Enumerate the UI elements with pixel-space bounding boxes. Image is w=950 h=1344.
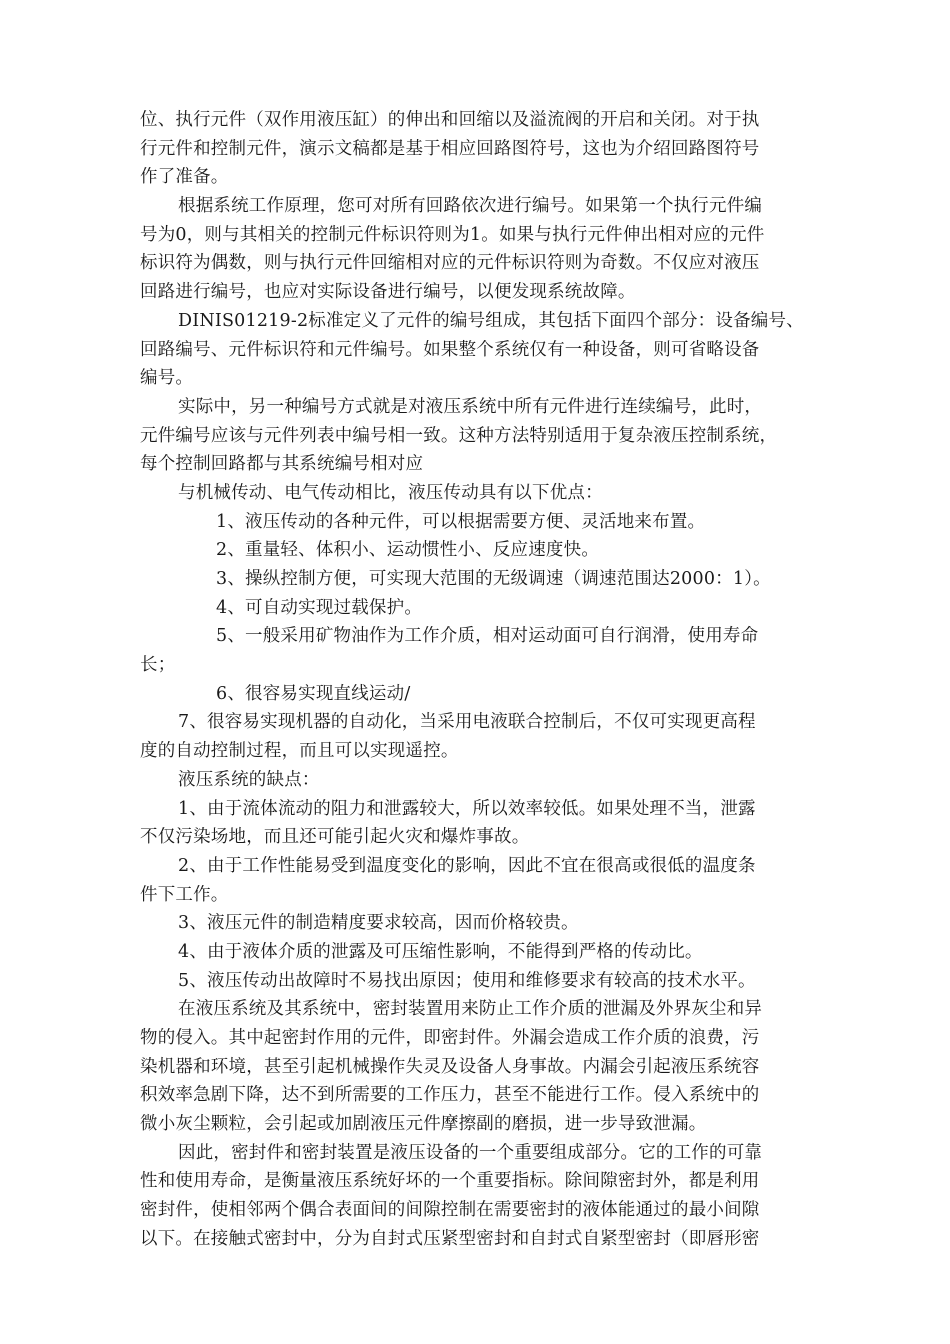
- text-line: 作了准备。: [140, 167, 229, 188]
- text-line: 回路进行编号，也应对实际设备进行编号，以便发现系统故障。: [140, 282, 636, 303]
- list-item: 4、可自动实现过载保护。: [216, 597, 423, 618]
- paragraph-start: 与机械传动、电气传动相比，液压传动具有以下优点：: [178, 482, 603, 503]
- paragraph-start: 在液压系统及其系统中，密封装置用来防止工作介质的泄漏及外界灰尘和异: [178, 999, 763, 1020]
- list-item: 3、操纵控制方便，可实现大范围的无级调速（调速范围达2000：1）。: [216, 569, 771, 589]
- paragraph-start: 实际中，另一种编号方式就是对液压系统中所有元件进行连续编号，此时，: [178, 396, 763, 417]
- text-line: 每个控制回路都与其系统编号相对应: [140, 454, 424, 475]
- text-line: 度的自动控制过程，而且可以实现遥控。: [140, 741, 459, 762]
- text-line: 编号。: [140, 368, 194, 389]
- text-line: 密封件，使相邻两个偶合表面间的间隙控制在需要密封的液体能通过的最小间隙: [140, 1200, 760, 1221]
- list-item: 6、很容易实现直线运动/: [216, 683, 411, 704]
- text-line: 回路编号、元件标识符和元件编号。如果整个系统仅有一种设备，则可省略设备: [140, 339, 760, 360]
- list-item: 5、液压传动出故障时不易找出原因；使用和维修要求有较高的技术水平。: [178, 970, 756, 991]
- list-item: 2、由于工作性能易受到温度变化的影响，因此不宜在很高或很低的温度条: [178, 855, 756, 876]
- text-line: 染机器和环境，甚至引起机械操作失灵及设备人身事故。内漏会引起液压系统容: [140, 1056, 760, 1077]
- text-line: 件下工作。: [140, 884, 229, 905]
- list-item: 1、由于流体流动的阻力和泄露较大，所以效率较低。如果处理不当，泄露: [178, 798, 756, 819]
- list-item: 2、重量轻、体积小、运动惯性小、反应速度快。: [216, 540, 600, 561]
- paragraph-start: 液压系统的缺点：: [178, 769, 320, 790]
- text-line: 积效率急剧下降，达不到所需要的工作压力，甚至不能进行工作。侵入系统中的: [140, 1085, 760, 1106]
- text-line: 元件编号应该与元件列表中编号相一致。这种方法特别适用于复杂液压控制系统，: [140, 425, 778, 446]
- document-body: [140, 106, 820, 1254]
- text-line: 不仅污染场地，而且还可能引起火灾和爆炸事故。: [140, 827, 530, 848]
- text-line: 标识符为偶数，则与执行元件回缩相对应的元件标识符则为奇数。不仅应对液压: [140, 253, 760, 274]
- list-item: 1、液压传动的各种元件，可以根据需要方便、灵活地来布置。: [216, 511, 706, 532]
- list-item: 7、很容易实现机器的自动化，当采用电液联合控制后，不仅可实现更高程: [178, 712, 756, 733]
- text-line: 物的侵入。其中起密封作用的元件，即密封件。外漏会造成工作介质的浪费，污: [140, 1028, 760, 1048]
- text-line: 位、执行元件（双作用液压缸）的伸出和回缩以及溢流阀的开启和关闭。对于执: [140, 110, 760, 130]
- text-line: 号为0，则与其相关的控制元件标识符则为1。如果与执行元件伸出相对应的元件: [140, 224, 765, 245]
- list-item: 4、由于液体介质的泄露及可压缩性影响，不能得到严格的传动比。: [178, 941, 703, 962]
- text-line: 微小灰尘颗粒，会引起或加剧液压元件摩擦副的磨损，进一步导致泄漏。: [140, 1114, 707, 1135]
- list-item: 3、液压元件的制造精度要求较高，因而价格较贵。: [178, 913, 579, 934]
- paragraph-start: 因此，密封件和密封装置是液压设备的一个重要组成部分。它的工作的可靠: [178, 1142, 763, 1163]
- text-line: 以下。在接触式密封中，分为自封式压紧型密封和自封式自紧型密封（即唇形密: [140, 1228, 760, 1249]
- text-line: 长；: [140, 655, 176, 676]
- text-line: 性和使用寿命，是衡量液压系统好坏的一个重要指标。除间隙密封外，都是利用: [140, 1171, 760, 1192]
- paragraph-start: DINIS01219-2标准定义了元件的编号组成，其包括下面四个部分：设备编号、: [178, 310, 804, 331]
- list-item: 5、一般采用矿物油作为工作介质，相对运动面可自行润滑，使用寿命: [216, 626, 759, 647]
- text-line: 行元件和控制元件，演示文稿都是基于相应回路图符号，这也为介绍回路图符号: [140, 138, 760, 159]
- paragraph-start: 根据系统工作原理，您可对所有回路依次进行编号。如果第一个执行元件编: [178, 196, 763, 217]
